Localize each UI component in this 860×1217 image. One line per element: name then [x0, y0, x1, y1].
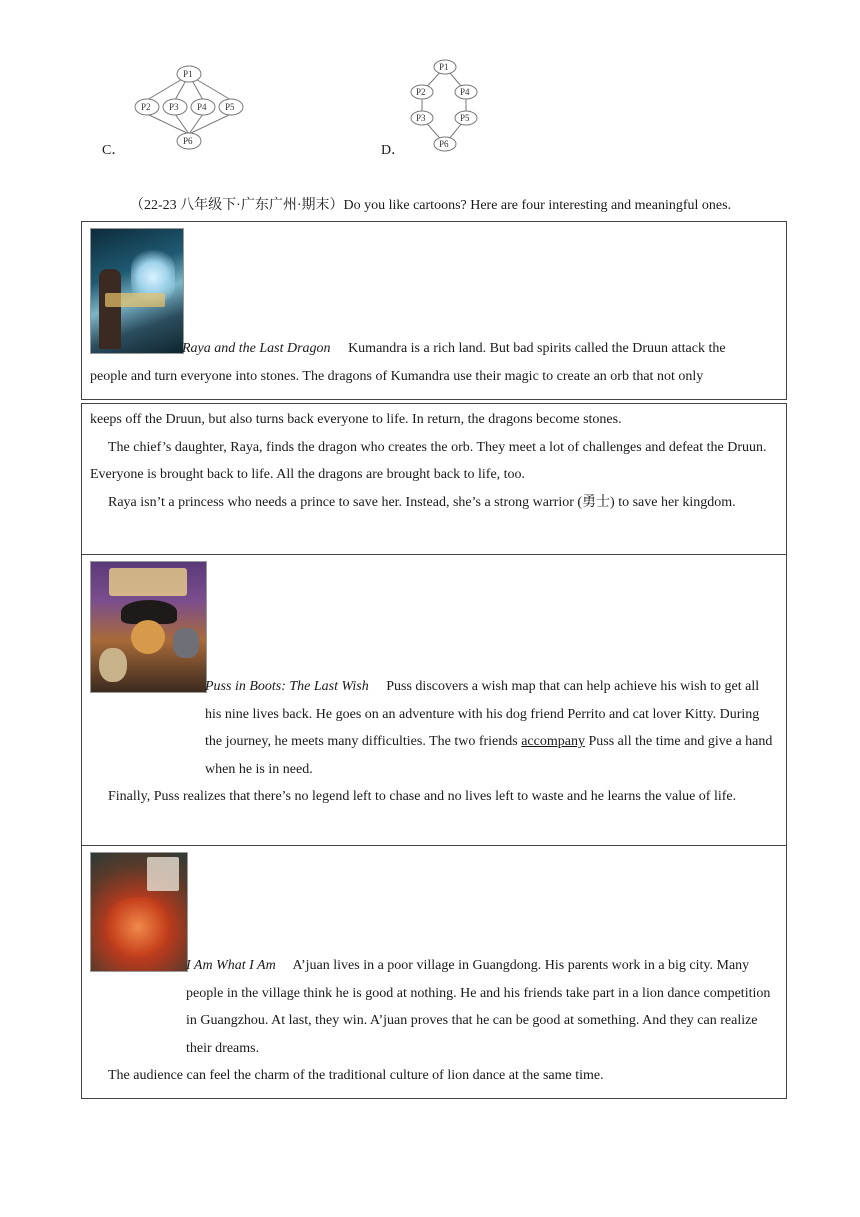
option-c-label: C．: [102, 143, 126, 158]
raya-line1: Kumandra is a rich land. But bad spirits called the Druun attack the: [348, 341, 726, 356]
svg-text:P3: P3: [169, 102, 179, 112]
puss-text-b: Puss all the time and give a hand when he is in need.: [205, 734, 773, 777]
node-p1: [177, 66, 201, 82]
lion-para2: The audience can feel the charm of the traditional culture of lion dance at the same time.: [108, 1068, 604, 1083]
puss-text: [90, 673, 778, 811]
puss-title: Puss in Boots: The Last Wish: [205, 679, 369, 694]
node-p5: [455, 111, 477, 125]
node-p2: [411, 85, 433, 99]
lion-box: [81, 845, 787, 1099]
passage-intro: （22-23 八年级下·广东广州·期末）Do you like cartoons? Here are four interesting and meaningful ones.: [130, 198, 732, 213]
lion-text: [90, 952, 778, 1090]
svg-text:P4: P4: [460, 87, 470, 97]
option-d-graph: [405, 56, 485, 154]
svg-text:P2: P2: [416, 87, 426, 97]
svg-text:P5: P5: [225, 102, 235, 112]
svg-text:P1: P1: [183, 69, 193, 79]
svg-text:P4: P4: [197, 102, 207, 112]
svg-text:P5: P5: [460, 113, 470, 123]
option-d-diagram: [405, 56, 485, 154]
node-p5: [219, 99, 243, 115]
raya-para3: Raya isn’t a princess who needs a prince to save her. Instead, she’s a strong warrior (勇士) to save her kingdom.: [108, 494, 736, 510]
raya-title: Raya and the Last Dragon: [182, 341, 331, 356]
option-d-label: D．: [381, 143, 406, 158]
svg-text:P6: P6: [439, 139, 449, 149]
node-p4: [191, 99, 215, 115]
node-p6: [434, 137, 456, 151]
raya-line3: keeps off the Druun, but also turns back everyone to life. In return, the dragons become stones.: [90, 412, 622, 427]
puss-box: [81, 554, 787, 846]
raya-intro-text: [90, 335, 778, 390]
node-p6: [177, 133, 201, 149]
option-c-diagram: [130, 62, 248, 154]
node-p1: [434, 60, 456, 74]
svg-text:P6: P6: [183, 136, 193, 146]
svg-text:P2: P2: [141, 102, 151, 112]
raya-line2: people and turn everyone into stones. The dragons of Kumandra use their magic to create an orb that not only: [90, 368, 704, 384]
lion-title: I Am What I Am: [186, 958, 276, 973]
raya-continued-text: [90, 406, 778, 516]
svg-text:P1: P1: [439, 62, 449, 72]
node-p3: [163, 99, 187, 115]
option-c-graph: [130, 62, 248, 154]
raya-box-top: [81, 221, 787, 400]
puss-para2: Finally, Puss realizes that there’s no legend left to chase and no lives left to waste and he learns the value of life.: [108, 789, 737, 804]
node-p4: [455, 85, 477, 99]
puss-underlined-word: accompany: [521, 734, 585, 749]
svg-text:P3: P3: [416, 113, 426, 123]
lion-text-body: A’juan lives in a poor village in Guangdong. His parents work in a big city. Many people in the village think he is good at nothing. He and his friends take part in a lion dance competition in Guangzhou. At last, they win. A’juan proves that he can be good at something. And they can realize their dreams.: [186, 958, 771, 1056]
raya-para2: The chief’s daughter, Raya, finds the dragon who creates the orb. They meet a lot of challenges and defeat the Druun. Everyone is brought back to life. All the dragons are brought back to life, too.: [90, 439, 767, 482]
node-p3: [411, 111, 433, 125]
raya-box-bottom: [81, 403, 787, 555]
node-p2: [135, 99, 159, 115]
puss-text-a: Puss discovers a wish map that can help achieve his wish to get all his nine lives back. He goes on an adventure with his dog friend Perrito and cat lover Kitty. During the journey, he meets many difficulties. The two friends: [205, 679, 760, 749]
